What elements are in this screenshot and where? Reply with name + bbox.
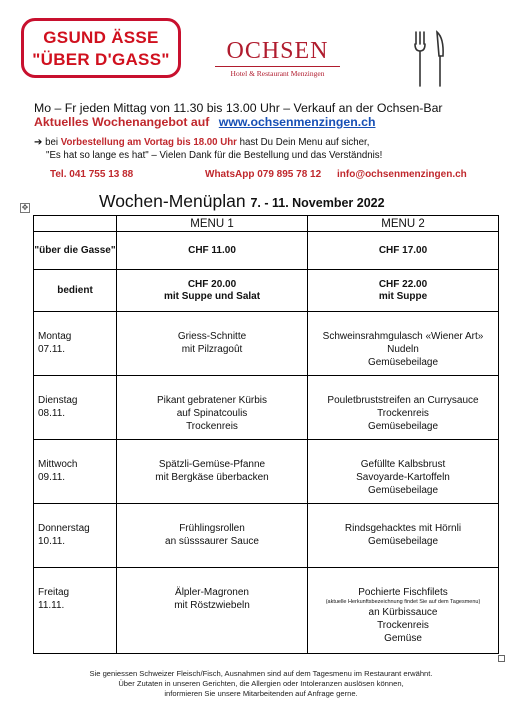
arrow-right-icon: ➔ xyxy=(34,137,43,148)
day-date: 10.11. xyxy=(38,536,66,547)
dish-line: an Kürbissauce xyxy=(368,607,438,618)
dish-line: an süsssaurer Sauce xyxy=(165,536,259,547)
price-served-menu2 xyxy=(308,270,499,312)
header-empty xyxy=(34,216,117,232)
day-cell xyxy=(34,312,117,376)
day-name: Montag xyxy=(38,331,72,342)
day-date: 09.11. xyxy=(38,472,66,483)
day-cell xyxy=(34,504,117,568)
website-link[interactable]: www.ochsenmenzingen.ch xyxy=(218,115,376,129)
phone-number: Tel. 041 755 13 88 xyxy=(50,169,134,180)
dish-line: Rindsgehacktes mit Hörnli xyxy=(344,523,462,534)
price-takeaway-menu1: CHF 11.00 xyxy=(117,232,308,270)
dish-line: Gefüllte Kalbsbrust xyxy=(360,459,446,470)
table-resize-handle[interactable] xyxy=(498,655,505,662)
dish-line: mit Pilzragoût xyxy=(181,344,243,355)
footer-line: Über Zutaten in unseren Gerichten, die Allergien oder Intoleranzen auslösen können, xyxy=(118,679,404,688)
header-menu1: MENU 1 xyxy=(117,216,308,232)
day-name: Dienstag xyxy=(38,395,78,406)
menu2-dish xyxy=(308,504,499,568)
dish-line: Trockenreis xyxy=(377,408,429,419)
price-takeaway-menu2: CHF 17.00 xyxy=(308,232,499,270)
price-note: mit Suppe und Salat xyxy=(163,290,261,302)
preorder-deadline: Vorbestellung am Vortag bis 18.00 Uhr xyxy=(60,137,237,148)
dish-line: Gemüsebeilage xyxy=(367,536,439,547)
menu-plan-dates: 7. - 11. November 2022 xyxy=(250,196,385,210)
dish-line: Pikant gebratener Kürbis xyxy=(156,395,268,406)
price-value: CHF 20.00 xyxy=(187,278,237,290)
menu2-dish xyxy=(308,440,499,504)
thanks-line: "Es hat so lange es hat" – Vielen Dank für die Bestellung und das Verständnis! xyxy=(46,150,383,161)
dish-line: auf Spinatcoulis xyxy=(176,408,248,419)
ochsen-logo-name: OCHSEN xyxy=(226,38,329,64)
dish-line: Nudeln xyxy=(387,344,419,355)
day-name: Freitag xyxy=(38,587,70,598)
gsund-aesse-logo xyxy=(21,18,181,78)
email-address: info@ochsenmenzingen.ch xyxy=(337,169,467,180)
ochsen-logo xyxy=(215,38,340,78)
price-served-menu1 xyxy=(117,270,308,312)
day-name: Donnerstag xyxy=(38,523,90,534)
header-menu2: MENU 2 xyxy=(308,216,499,232)
price-note: mit Suppe xyxy=(378,290,428,302)
price-label-takeaway: "über die Gasse" xyxy=(34,232,117,270)
dish-line: Pouletbruststreifen an Currysauce xyxy=(327,395,479,406)
dish-line: Griess-Schnitte xyxy=(177,331,247,342)
dish-line: Schweinsrahmgulasch «Wiener Art» xyxy=(322,331,484,342)
day-row-thursday xyxy=(34,504,499,568)
day-row-tuesday xyxy=(34,376,499,440)
price-row-served xyxy=(34,270,499,312)
menu2-dish xyxy=(308,312,499,376)
menu2-dish xyxy=(308,568,499,654)
menu1-dish xyxy=(117,440,308,504)
footer-line: Sie geniessen Schweizer Fleisch/Fisch, Ausnahmen sind auf dem Tagesmenu im Restaurant erwähnt. xyxy=(89,669,433,678)
day-cell xyxy=(34,376,117,440)
gass-logo-line1: GSUND ÄSSE xyxy=(43,28,159,47)
ochsen-logo-subtitle: Hotel & Restaurant Menzingen xyxy=(215,66,340,78)
menu-table xyxy=(33,215,499,654)
dish-line: Älpler-Magronen xyxy=(175,587,249,598)
dish-line: Pochierte Fischfilets xyxy=(358,587,448,598)
day-row-friday xyxy=(34,568,499,654)
footer-line: informieren Sie unsere Mitarbeitenden auf Anfrage gerne. xyxy=(164,689,358,698)
price-row-takeaway xyxy=(34,232,499,270)
table-header-row xyxy=(34,216,499,232)
price-label-served: bedient xyxy=(34,270,117,312)
preorder-post: hast Du Dein Menu auf sicher, xyxy=(239,137,370,148)
day-cell xyxy=(34,440,117,504)
fork-knife-icon xyxy=(412,30,448,88)
preorder-pre: bei xyxy=(45,137,59,148)
weekly-offer-line xyxy=(34,115,376,129)
weekly-offer-text: Aktuelles Wochenangebot auf xyxy=(34,115,210,129)
dish-line: Savoyarde-Kartoffeln xyxy=(356,472,450,483)
whatsapp-number: WhatsApp 079 895 78 12 xyxy=(205,169,322,180)
day-date: 11.11. xyxy=(38,600,65,611)
preorder-line xyxy=(34,137,369,148)
dish-line: Gemüse xyxy=(384,633,422,644)
day-row-monday xyxy=(34,312,499,376)
gass-logo-line2: "ÜBER D'GASS" xyxy=(32,50,170,69)
opening-hours-text: Mo – Fr jeden Mittag von 11.30 bis 13.00 Uhr – Verkauf an der Ochsen-Bar xyxy=(34,101,443,115)
price-value: CHF 22.00 xyxy=(378,278,428,290)
menu2-dish xyxy=(308,376,499,440)
table-move-handle[interactable]: ✥ xyxy=(21,203,29,212)
dish-line: Gemüsebeilage xyxy=(367,421,439,432)
dish-line: Gemüsebeilage xyxy=(367,357,439,368)
dish-origin-note: (aktuelle Herkunftsbezeichnung findet Sie auf dem Tagesmenu) xyxy=(325,599,481,605)
dish-line: Spätzli-Gemüse-Pfanne xyxy=(158,459,266,470)
dish-line: Frühlingsrollen xyxy=(179,523,245,534)
menu-plan-heading: Wochen-Menüplan xyxy=(99,191,246,211)
day-row-wednesday xyxy=(34,440,499,504)
dish-line: Trockenreis xyxy=(186,421,238,432)
dish-line: mit Röstzwiebeln xyxy=(174,600,250,611)
menu1-dish xyxy=(117,504,308,568)
day-date: 08.11. xyxy=(38,408,66,419)
day-date: 07.11. xyxy=(38,344,66,355)
menu1-dish xyxy=(117,568,308,654)
day-cell xyxy=(34,568,117,654)
menu1-dish xyxy=(117,312,308,376)
footer-notes xyxy=(0,669,522,699)
dish-line: Trockenreis xyxy=(377,620,429,631)
menu1-dish xyxy=(117,376,308,440)
day-name: Mittwoch xyxy=(38,459,78,470)
dish-line: mit Bergkäse überbacken xyxy=(155,472,269,483)
menu-plan-title xyxy=(99,191,385,212)
dish-line: Gemüsebeilage xyxy=(367,485,439,496)
